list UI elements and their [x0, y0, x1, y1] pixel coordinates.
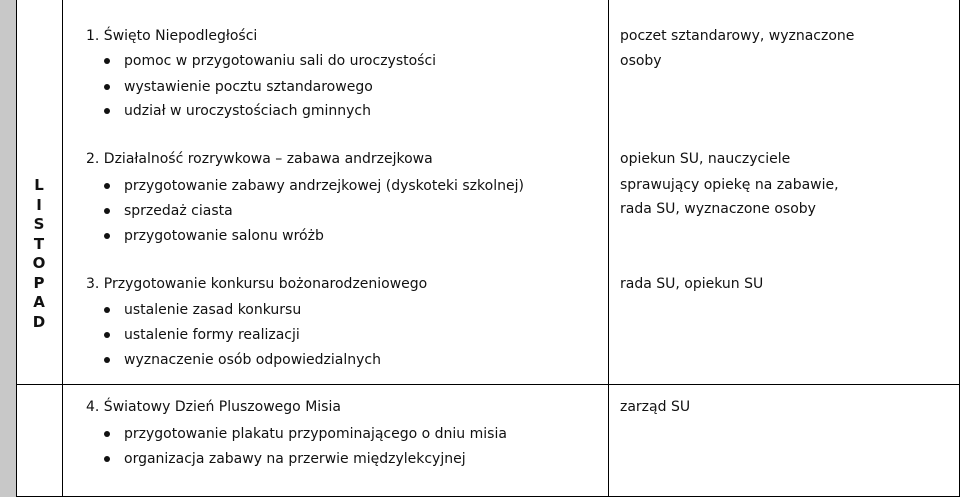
month-letter: P: [33, 273, 45, 292]
bullet-icon: [104, 233, 110, 239]
responsible-text: opiekun SU, nauczyciele: [620, 151, 791, 167]
bullet-icon: [104, 431, 110, 437]
list-item: przygotowanie plakatu przypominającego o dniu misia: [124, 426, 507, 442]
bullet-icon: [104, 307, 110, 313]
month-letter: T: [33, 234, 45, 253]
list-item: organizacja zabawy na przerwie międzylekcyjnej: [124, 451, 466, 467]
section-title: 3. Przygotowanie konkursu bożonarodzeniowego: [86, 276, 428, 292]
bullet-icon: [104, 357, 110, 363]
list-item: wystawienie pocztu sztandarowego: [124, 79, 373, 95]
bullet-icon: [104, 208, 110, 214]
section-title: 1. Święto Niepodległości: [86, 28, 258, 44]
month-letter: A: [33, 293, 45, 311]
list-item: przygotowanie salonu wróżb: [124, 228, 324, 244]
responsible-text: osoby: [620, 53, 662, 69]
bullet-icon: [104, 84, 110, 90]
month-letter: S: [33, 215, 45, 233]
bullet-icon: [104, 58, 110, 64]
month-label: [16, 176, 62, 332]
section-title: 4. Światowy Dzień Pluszowego Misia: [86, 399, 341, 415]
bullet-icon: [104, 332, 110, 338]
table-border-month: [62, 0, 63, 497]
responsible-text: rada SU, wyznaczone osoby: [620, 201, 816, 217]
responsible-text: zarząd SU: [620, 399, 691, 415]
bullet-icon: [104, 183, 110, 189]
responsible-text: sprawujący opiekę na zabawie,: [620, 177, 839, 193]
month-letter: O: [32, 254, 46, 272]
responsible-text: poczet sztandarowy, wyznaczone: [620, 28, 855, 44]
responsible-text: rada SU, opiekun SU: [620, 276, 764, 292]
list-item: ustalenie zasad konkursu: [124, 302, 302, 318]
list-item: sprzedaż ciasta: [124, 203, 233, 219]
section-title: 2. Działalność rozrywkowa – zabawa andrzejkowa: [86, 151, 433, 167]
row-divider: [16, 384, 960, 385]
list-item: ustalenie formy realizacji: [124, 327, 300, 343]
list-item: wyznaczenie osób odpowiedzialnych: [124, 352, 381, 368]
table-border-responsible: [608, 0, 609, 497]
grey-margin: [0, 0, 16, 497]
list-item: przygotowanie zabawy andrzejkowej (dyskoteki szkolnej): [124, 178, 524, 194]
month-letter: D: [32, 312, 46, 331]
month-letter: I: [36, 195, 42, 214]
month-letter: L: [34, 176, 44, 194]
bullet-icon: [104, 108, 110, 114]
bullet-icon: [104, 456, 110, 462]
list-item: pomoc w przygotowaniu sali do uroczystości: [124, 53, 437, 69]
list-item: udział w uroczystościach gminnych: [124, 103, 371, 119]
